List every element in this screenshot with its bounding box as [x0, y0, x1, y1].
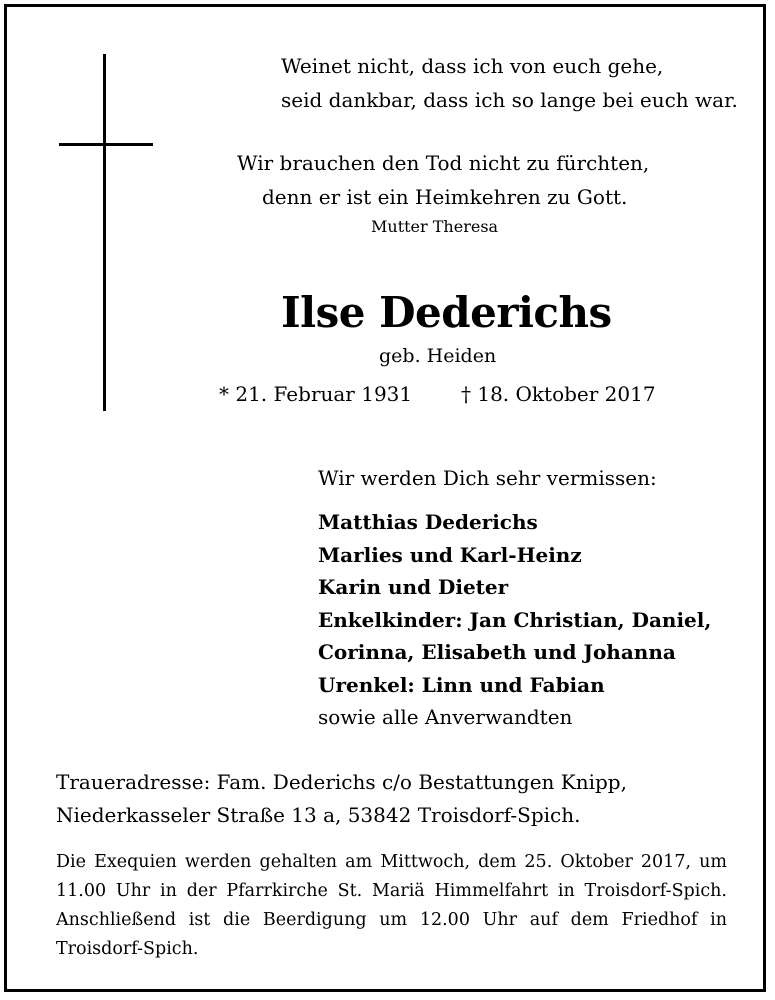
address-line-1: Traueradresse: Fam. Dederichs c/o Bestattungen Knipp, — [56, 770, 627, 794]
service-details: Die Exequien werden gehalten am Mittwoch, dem 25. Oktober 2017, um 11.00 Uhr in der Pfarrkirche St. Mariä Himmelfahrt in Troisdorf-Spich. Anschließend ist die Beerdigung um 12.00 Uhr auf dem Friedhof in Troisdorf-Spich. — [56, 852, 727, 959]
poem-line-3: Wir brauchen den Tod nicht zu fürchten, — [237, 151, 650, 175]
address-line-2: Niederkasseler Straße 13 a, 53842 Troisdorf-Spich. — [56, 803, 581, 827]
mourner-name: Corinna, Elisabeth und Johanna — [318, 640, 676, 664]
poem-line-2: seid dankbar, dass ich so lange bei euch war. — [281, 88, 738, 112]
mourning-address — [56, 766, 627, 832]
birth-date: * 21. Februar 1931 — [219, 382, 413, 406]
mourners-intro: Wir werden Dich sehr vermissen: — [318, 466, 657, 490]
mourner-name: Urenkel: Linn und Fabian — [318, 672, 605, 697]
mourner-name: Marlies und Karl-Heinz — [318, 542, 582, 567]
poem-line-1: Weinet nicht, dass ich von euch gehe, — [281, 54, 664, 78]
birth-name: geb. Heiden — [379, 345, 497, 367]
death-date: † 18. Oktober 2017 — [461, 382, 656, 406]
obituary-notice — [4, 4, 766, 992]
mourners-closing: sowie alle Anverwandten — [318, 705, 573, 729]
cross-icon — [103, 54, 106, 411]
poem-line-4: denn er ist ein Heimkehren zu Gott. — [262, 185, 628, 209]
poem-author: Mutter Theresa — [371, 217, 499, 236]
mourner-name: Karin und Dieter — [318, 575, 509, 599]
mourner-name: Matthias Dederichs — [318, 510, 538, 534]
mourners-list — [318, 506, 711, 734]
mourner-name: Enkelkinder: Jan Christian, Daniel, — [318, 607, 712, 632]
deceased-name: Ilse Dederichs — [281, 288, 612, 337]
cross-icon-bar — [59, 143, 153, 146]
